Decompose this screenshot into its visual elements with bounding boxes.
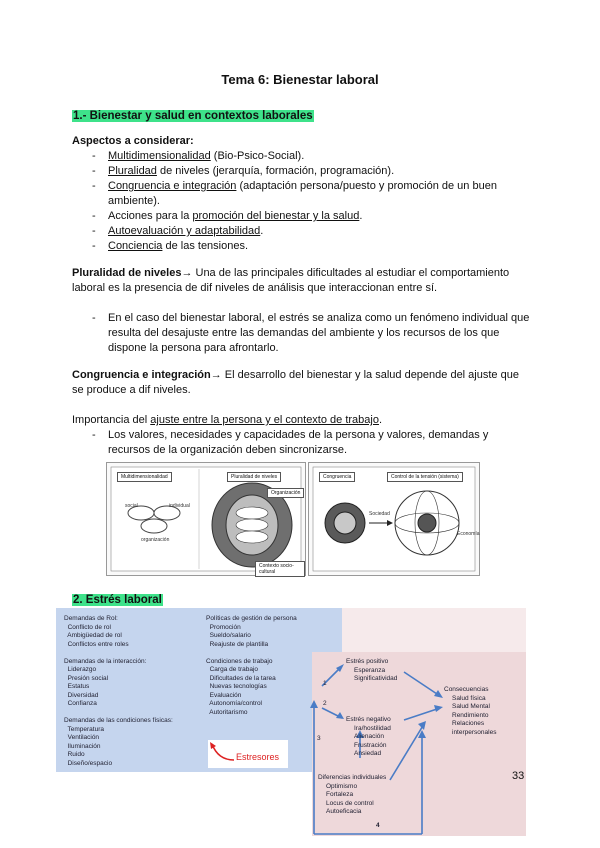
section2-heading: 2. Estrés laboral: [73, 594, 162, 606]
diagram-line: Diferencias individuales: [318, 774, 387, 781]
importance-paragraph: Importancia del ajuste entre la persona y el contexto de trabajo.: [72, 414, 383, 426]
diagram-line: Liderazgo: [64, 666, 97, 673]
diagram-line: Frustración: [354, 741, 387, 749]
label-economy: Economía: [457, 531, 480, 537]
stressors-label-box: [208, 740, 288, 768]
page-title: Tema 6: Bienestar laboral: [221, 72, 379, 87]
diagram-line: Ira/hostilidad: [354, 724, 391, 732]
label-plurality: Pluralidad de niveles: [227, 472, 281, 482]
label-congruence: Congruencia: [319, 472, 355, 482]
diagram-line: Presión social: [64, 674, 109, 682]
list-item: - Los valores, necesidades y capacidades de la persona y valores, demandas y recursos de la organización deben sincronizarse.: [90, 428, 530, 458]
individual-differences-box: [318, 774, 418, 817]
aspect-item: - Acciones para la promoción del bienestar y la salud.: [90, 209, 530, 224]
diagram-line: Ventilación: [64, 734, 100, 741]
aspects-title: Aspectos a considerar:: [72, 135, 194, 147]
diagram-line: Demandas de Rol:: [64, 615, 118, 622]
diagram-line: Fortaleza: [326, 791, 354, 798]
arrow-number-3: 3: [317, 735, 321, 742]
plurality-bullet-list: [90, 311, 530, 356]
label-society: Sociedad: [369, 511, 390, 517]
congruence-diagram: [308, 462, 480, 576]
diagram-line: Consecuencias: [444, 686, 489, 693]
aspect-item: - Conciencia de las tensiones.: [90, 239, 530, 254]
diagram-line: Demandas de las condiciones físicas:: [64, 717, 173, 724]
diagram-line: Estatus: [64, 683, 90, 690]
diagram-line: Diversidad: [64, 691, 99, 699]
label-context: Contexto socio-cultural: [255, 561, 305, 577]
aspect-item: - Pluralidad de niveles (jerarquía, formación, programación).: [90, 164, 530, 179]
aspect-item: - Multidimensionalidad (Bio-Psico-Social).: [90, 149, 530, 164]
aspect-item: - Congruencia e integración (adaptación persona/puesto y promoción de un buen ambiente).: [90, 179, 530, 209]
diagram-line: Locus de control: [326, 799, 374, 807]
diagram-line: Autonomía/control: [206, 700, 263, 707]
diagram-line: Rendimiento: [452, 711, 489, 719]
diagram-line: Diseño/espacio: [64, 759, 113, 767]
diagram-line: Relaciones interpersonales: [452, 720, 497, 736]
diagram-line: Salud Mental: [452, 703, 490, 710]
consequences-box: [444, 686, 528, 737]
diagram-line: Ansiedad: [354, 750, 382, 757]
aspect-item: - Autoevaluación y adaptabilidad.: [90, 224, 530, 239]
diagram-line: Reajuste de plantilla: [206, 640, 269, 648]
list-item: - En el caso del bienestar laboral, el estrés se analiza como un fenómeno individual que resulta del desajuste entre las demandas del ambiente y los recursos de los que dispone la persona para afrontarlo.: [90, 311, 530, 356]
arrow-number-2: 2: [323, 700, 327, 707]
diagram-line: Esperanza: [354, 666, 386, 674]
diagram-line: Condiciones de trabajo: [206, 657, 273, 665]
stressors-label: Estresores: [236, 752, 280, 762]
negative-stress-box: [346, 716, 436, 759]
diagram-line: Ambigüedad de rol: [64, 632, 122, 639]
diagram-line: Demandas de la interacción:: [64, 657, 147, 665]
diagram-line: [64, 649, 204, 658]
label-organization: Organización: [267, 488, 304, 498]
diagram-line: Promoción: [206, 623, 241, 631]
diagram-line: Estrés negativo: [346, 716, 391, 723]
label-tension-control: Control de la tensión (sistema): [387, 472, 463, 482]
section1-heading: 1.- Bienestar y salud en contextos laborales: [73, 110, 313, 122]
diagram-line: Significatividad: [354, 675, 398, 682]
importance-bullet-list: [90, 428, 530, 458]
diagram-line: Confianza: [64, 700, 97, 707]
diagram-line: Evaluación: [206, 691, 242, 699]
diagram-line: [64, 709, 204, 718]
diagram-line: Dificultades de la tarea: [206, 674, 276, 682]
page-number: 33: [512, 770, 525, 782]
positive-stress-box: [346, 658, 436, 684]
diagram-line: Autoeficacia: [326, 808, 362, 815]
label-org-small: organización: [141, 537, 170, 543]
arrow-number-1: 1: [323, 680, 327, 687]
levels-diagram: [106, 462, 306, 576]
diagram-line: Salud física: [452, 694, 486, 702]
stressors-left-column: [64, 615, 204, 768]
diagram-line: Autoritarismo: [206, 708, 248, 716]
label-individual: individual: [169, 503, 190, 509]
diagram-line: Alienación: [354, 733, 384, 740]
label-multidimensionality: Multidimensionalidad: [117, 472, 172, 482]
diagram-line: Ruido: [64, 751, 85, 758]
label-social: social: [125, 503, 138, 509]
diagram-line: Carga de trabajo: [206, 666, 259, 673]
diagram-line: Temperatura: [64, 725, 104, 733]
arrow-number-4: 4: [376, 822, 380, 829]
diagram-line: Optimismo: [326, 782, 358, 790]
diagram-line: Conflictos entre roles: [64, 640, 129, 648]
diagram-line: Políticas de gestión de persona: [206, 615, 297, 622]
diagram-line: Iluminación: [64, 742, 101, 750]
diagram-line: Estrés positivo: [346, 658, 389, 665]
aspects-list: [90, 149, 530, 254]
diagram-line: Conflicto de rol: [64, 623, 111, 631]
congruence-paragraph: Congruencia e integración→ El desarrollo del bienestar y la salud depende del ajuste que se produce a dif niveles.: [72, 369, 519, 396]
diagram-line: Nuevas tecnologías: [206, 683, 267, 690]
diagram-line: Sueldo/salario: [206, 632, 251, 639]
plurality-paragraph: Pluralidad de niveles→ Una de las principales dificultades al estudiar el comportamiento laboral es la presencia de dif niveles de análisis que interaccionan entre sí.: [72, 267, 510, 294]
